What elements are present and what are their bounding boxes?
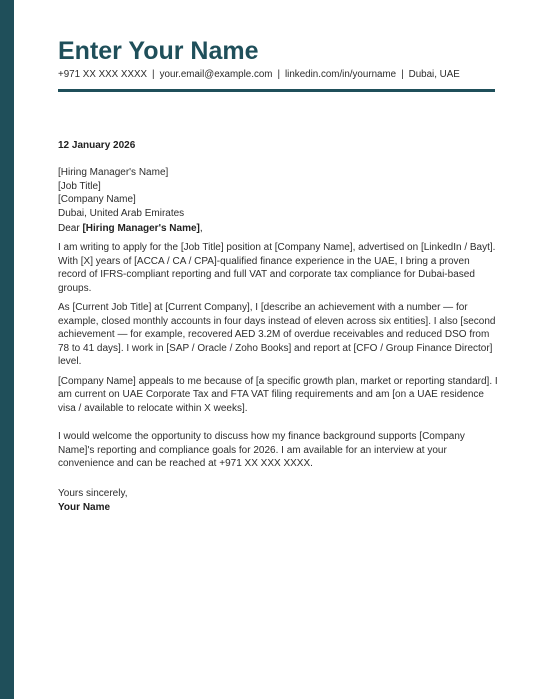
recipient-company: [Company Name] <box>58 194 136 205</box>
contact-separator: | <box>152 69 155 80</box>
signature-name: Your Name <box>58 501 111 513</box>
recipient-job-title: [Job Title] <box>58 180 101 192</box>
phone-text: +971 XX XXX XXXX <box>58 69 148 80</box>
body-paragraph-3: [Company Name] appeals to me because of [a specific growth plan, market or reporting standard]. I am current on UAE Corporate Tax and FTA VAT filing requirements and am [on a UAE residence visa / available to relocate within X weeks]. <box>58 375 498 414</box>
contact-separator: | <box>401 69 404 80</box>
salutation-prefix: Dear <box>58 223 83 234</box>
recipient-manager-name: [Hiring Manager's Name] <box>58 167 169 178</box>
email-text: your.email@example.com <box>159 69 273 80</box>
header-divider <box>58 89 495 92</box>
linkedin-text: linkedin.com/in/yourname <box>285 69 397 80</box>
recipient-address <box>58 166 498 220</box>
contact-line <box>58 68 498 82</box>
closing-line: Yours sincerely, <box>58 487 128 499</box>
body-paragraph-2: As [Current Job Title] at [Current Company], I [describe an achievement with a number — for example, closed monthly accounts in four days instead of eleven across six entities]. I also [second achievement — for example, recovered AED 3.2M of overdue receivables and reduced DSO from 78 to 41 days]. I work in [SAP / Oracle / Zoho Books] and report at [CFO / Group Finance Director] level. <box>58 302 496 367</box>
cover-letter <box>58 36 498 515</box>
contact-separator: | <box>277 69 280 80</box>
salutation-name: [Hiring Manager's Name] <box>82 223 200 234</box>
letter-date: 12 January 2026 <box>58 140 136 151</box>
left-accent-bar <box>0 0 14 699</box>
salutation-suffix: , <box>199 223 203 234</box>
location-text: Dubai, UAE <box>408 69 460 80</box>
salutation <box>58 222 498 236</box>
applicant-name: Enter Your Name <box>58 37 259 65</box>
recipient-location: Dubai, United Arab Emirates <box>58 207 185 219</box>
body-paragraph-1: I am writing to apply for the [Job Title] position at [Company Name], advertised on [LinkedIn / Bayt]. With [X] years of [ACCA / CA / CPA]-qualified finance experience in the UAE, I bring a proven record of IFRS-compliant reporting and full VAT and corporate tax compliance for Dubai-based groups. <box>58 242 496 294</box>
body-paragraph-4: I would welcome the opportunity to discuss how my finance background supports [Company Name]'s reporting and compliance goals for 2026. I am available for an interview at your convenience and can be reached at +971 XX XXX XXXX. <box>58 431 465 469</box>
